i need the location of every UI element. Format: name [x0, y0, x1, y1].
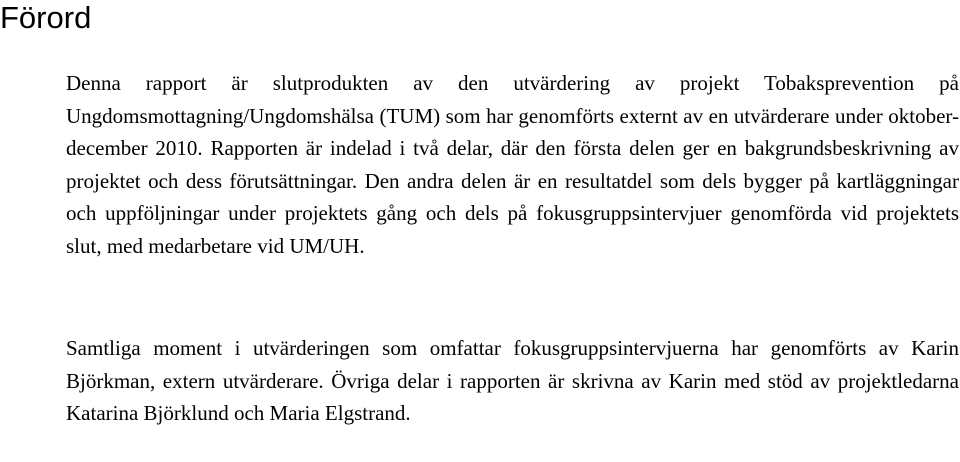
body-paragraph-credits: Samtliga moment i utvärderingen som omfattar fokusgruppsintervjuerna har genomförts av Karin Björkman, extern utvärderare. Övriga delar i rapporten är skrivna av Karin med stöd av projektledarna Katarina Björklund och Maria Elgstrand.: [66, 336, 959, 426]
page-title: Förord: [0, 0, 92, 35]
body-paragraph-intro: Denna rapport är slutprodukten av den utvärdering av projekt Tobaksprevention på Ungdomsmottagning/Ungdomshälsa (TUM) som har genomförts externt av en utvärderare under oktober-december 2010. Rapporten är indelad i två delar, där den första delen ger en bakgrundsbeskrivning av projektet och dess förutsättningar. Den andra delen är en resultatdel som dels bygger på kartläggningar och uppföljningar under projektets gång och dels på fokusgruppsintervjuer genomförda vid projektets slut, med medarbetare vid UM/UH.: [66, 71, 959, 258]
